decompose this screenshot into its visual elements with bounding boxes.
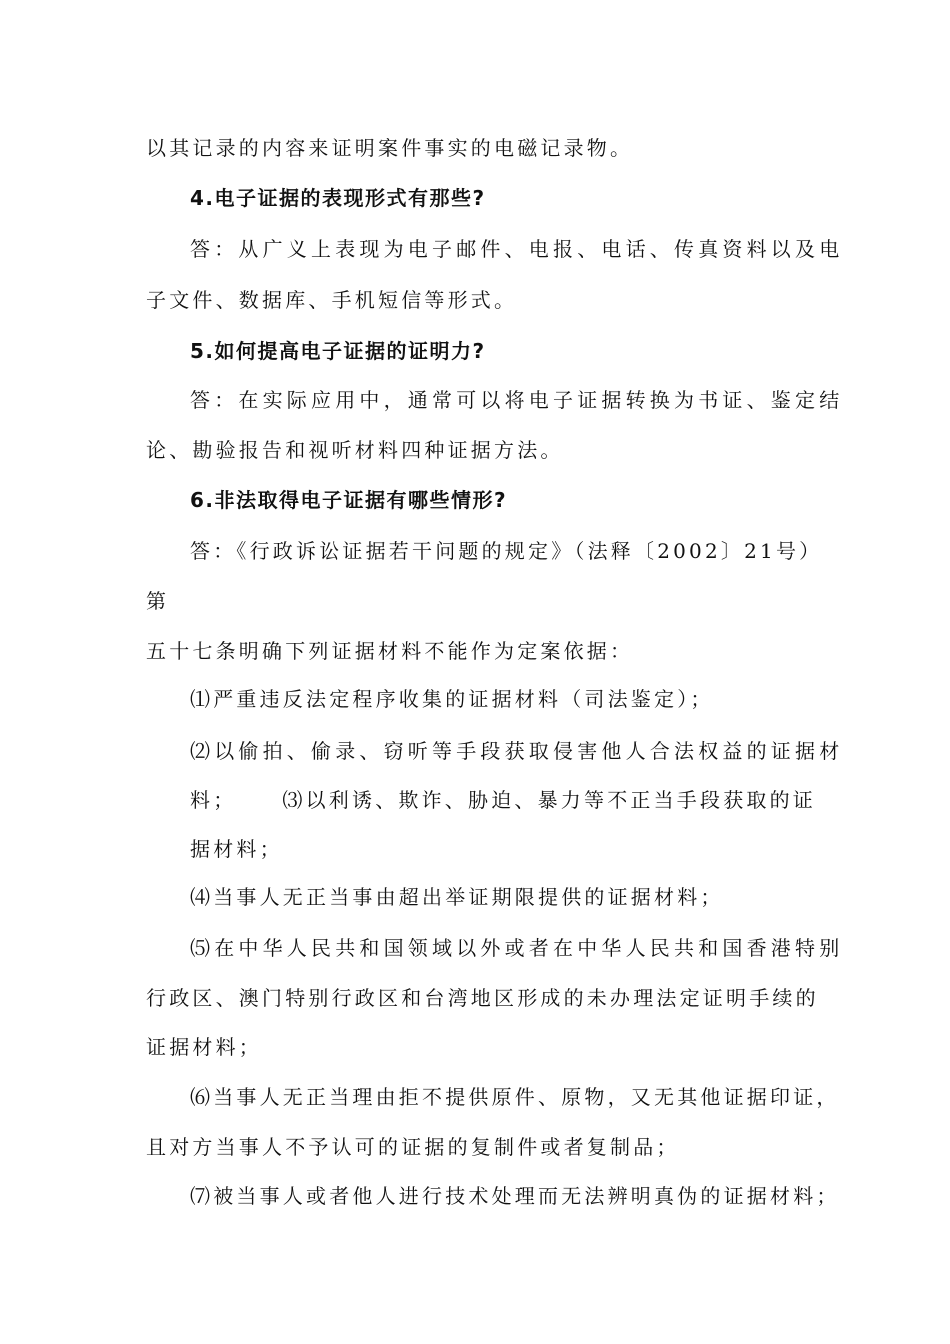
answer-line: 答：在实际应用中，通常可以将电子证据转换为书证、鉴定结 (190, 388, 844, 412)
answer-line: 子文件、数据库、手机短信等形式。 (146, 288, 518, 312)
question-heading: 6.非法取得电子证据有哪些情形? (190, 488, 508, 512)
answer-line: 五十七条明确下列证据材料不能作为定案依据： (146, 639, 634, 663)
answer-line: 第 (146, 589, 170, 613)
list-item: ⑷当事人无正当事由超出举证期限提供的证据材料； (190, 885, 724, 909)
list-item-continuation: 行政区、澳门特别行政区和台湾地区形成的未办理法定证明手续的 (146, 986, 819, 1010)
list-item-continuation: 证据材料； (146, 1035, 262, 1059)
list-item-tail: 料； (190, 788, 237, 812)
list-item: ⑺被当事人或者他人进行技术处理而无法辨明真伪的证据材料； (190, 1184, 840, 1208)
paragraph-line: 以其记录的内容来证明案件事实的电磁记录物。 (146, 136, 634, 160)
list-item-wrapped (190, 786, 816, 814)
list-item: ⑶以利诱、欺诈、胁迫、暴力等不正当手段获取的证 (282, 788, 817, 812)
answer-line: 答：从广义上表现为电子邮件、电报、电话、传真资料以及电 (190, 237, 844, 261)
answer-line: 论、勘验报告和视听材料四种证据方法。 (146, 438, 564, 462)
list-item: ⑴严重违反法定程序收集的证据材料（司法鉴定）； (190, 687, 714, 711)
list-item: ⑹当事人无正当理由拒不提供原件、原物，又无其他证据印证， (190, 1085, 840, 1109)
question-heading: 4.电子证据的表现形式有那些? (190, 186, 486, 210)
list-item: ⑸在中华人民共和国领域以外或者在中华人民共和国香港特别 (190, 936, 844, 960)
answer-line: 答：《行政诉讼证据若干问题的规定》（法释〔2002〕21号） (190, 539, 823, 563)
question-heading: 5.如何提高电子证据的证明力? (190, 339, 486, 363)
list-item-continuation: 据材料； (190, 837, 283, 861)
list-item: ⑵以偷拍、偷录、窃听等手段获取侵害他人合法权益的证据材 (190, 739, 844, 763)
list-item-continuation: 且对方当事人不予认可的证据的复制件或者复制品； (146, 1135, 680, 1159)
